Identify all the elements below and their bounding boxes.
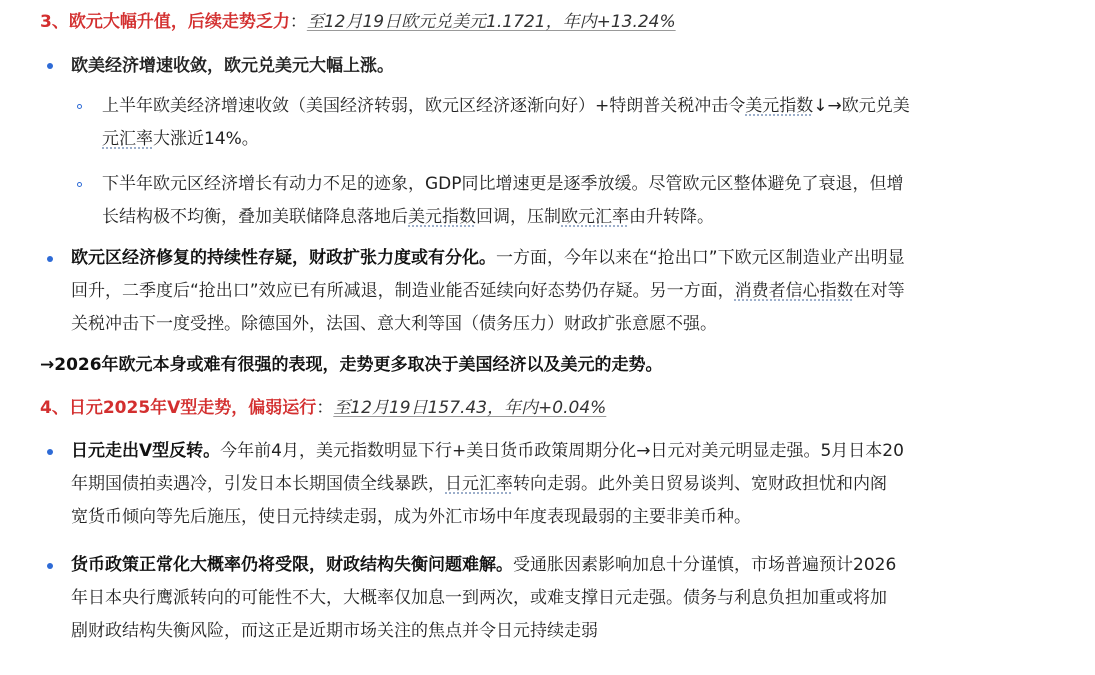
bullet-4-line-3: 剧财政结构失衡风险，而这正是近期市场关注的焦点并令日元持续走弱 <box>71 621 598 641</box>
sub-bullet-ring <box>77 182 82 187</box>
bullet-2-line-2-end: 在对等 <box>853 281 905 301</box>
usd-index-link[interactable]: 美元指数 <box>745 96 814 116</box>
sub-bullet-ring <box>77 104 82 109</box>
yen-rate-link[interactable]: 日元汇率 <box>445 474 513 494</box>
bullet-3-line-2-b: 转向走弱。此外美日贸易谈判、宽财政担忧和内阁 <box>513 474 887 494</box>
usd-index-link[interactable]: 美元指数 <box>408 207 476 227</box>
section-3-title: 3、欧元大幅升值，后续走势乏力 <box>40 12 290 32</box>
sub-1-line-1-b: ↓→欧元兑美 <box>813 96 910 116</box>
bullet-2-line-3: 关税冲击下一度受挫。除德国外，法国、意大利等国（债务压力）财政扩张意愿不强。 <box>71 314 717 334</box>
sub-1-line-1-a: 上半年欧美经济增速收敛（美国经济转弱，欧元区经济逐渐向好）+特朗普关税冲击令 <box>102 96 746 116</box>
bullet-dot <box>47 63 53 69</box>
bullet-2-line-1: 一方面，今年以来在“抢出口”下欧元区制造业产出明显 <box>496 248 905 268</box>
bullet-4-line-2: 年日本央行鹰派转向的可能性不大，大概率仅加息一到两次，或难支撑日元走强。债务与利息负担加重或将加 <box>71 588 887 608</box>
sub-2-line-2-c: 由升转降。 <box>629 207 714 227</box>
bullet-3-bold: 日元走出V型反转。 <box>71 441 221 461</box>
sub-2-line-2-b: 回调，压制 <box>476 207 561 227</box>
section-3-heading <box>40 8 676 36</box>
bullet-2 <box>71 242 905 341</box>
bullet-2-bold: 欧元区经济修复的持续性存疑，财政扩张力度或有分化。 <box>71 248 496 268</box>
consumer-confidence-link[interactable]: 消费者信心指数 <box>734 281 854 301</box>
section-3-note: 至12月19日欧元兑美元1.1721，年内+13.24% <box>306 12 676 32</box>
bullet-3 <box>71 435 904 534</box>
bullet-1-bold: 欧美经济增速收敛，欧元兑美元大幅上涨。 <box>71 56 394 76</box>
section-4-title: 4、日元2025年V型走势，偏弱运行 <box>40 398 317 418</box>
sub-2-line-2-a: 长结构极不均衡，叠加美联储降息落地后 <box>102 207 408 227</box>
summary-conclusion: →2026年欧元本身或难有很强的表现，走势更多取决于美国经济以及美元的走势。 <box>40 355 663 375</box>
section-4-note: 至12月19日157.43，年内+0.04% <box>333 398 607 418</box>
euro-rate-link[interactable]: 欧元汇率 <box>561 207 629 227</box>
bullet-dot <box>47 256 53 262</box>
bullet-2-line-2: 回升，二季度后“抢出口”效应已有所减退，制造业能否延续向好态势仍存疑。另一方面， <box>71 281 735 301</box>
sub-1-line-2-b: 大涨近14%。 <box>153 129 259 149</box>
sub-item-2 <box>102 168 904 234</box>
section-3-colon: ： <box>289 12 307 32</box>
section-4-heading <box>40 394 606 422</box>
bullet-3-line-3: 宽货币倾向等先后施压，使日元持续走弱，成为外汇市场中年度表现最弱的主要非美币种。 <box>71 507 751 527</box>
bullet-dot <box>47 449 53 455</box>
bullet-4 <box>71 549 896 648</box>
section-4-colon: ： <box>316 398 334 418</box>
sub-item-1 <box>102 90 910 156</box>
bullet-3-line-1: 今年前4月，美元指数明显下行+美日货币政策周期分化→日元对美元明显走强。5月日本20 <box>220 441 904 461</box>
bullet-4-bold: 货币政策正常化大概率仍将受限，财政结构失衡问题难解。 <box>71 555 513 575</box>
sub-2-line-1: 下半年欧元区经济增长有动力不足的迹象，GDP同比增速更是逐季放缓。尽管欧元区整体避免了衰退，但增 <box>102 174 904 194</box>
bullet-4-line-1: 受通胀因素影响加息十分谨慎，市场普遍预计2026 <box>513 555 897 575</box>
bullet-3-line-2-a: 年期国债拍卖遇冷，引发日本长期国债全线暴跌， <box>71 474 445 494</box>
bullet-dot <box>47 563 53 569</box>
exchange-rate-link[interactable]: 元汇率 <box>102 129 153 149</box>
bullet-1-heading <box>71 52 394 80</box>
